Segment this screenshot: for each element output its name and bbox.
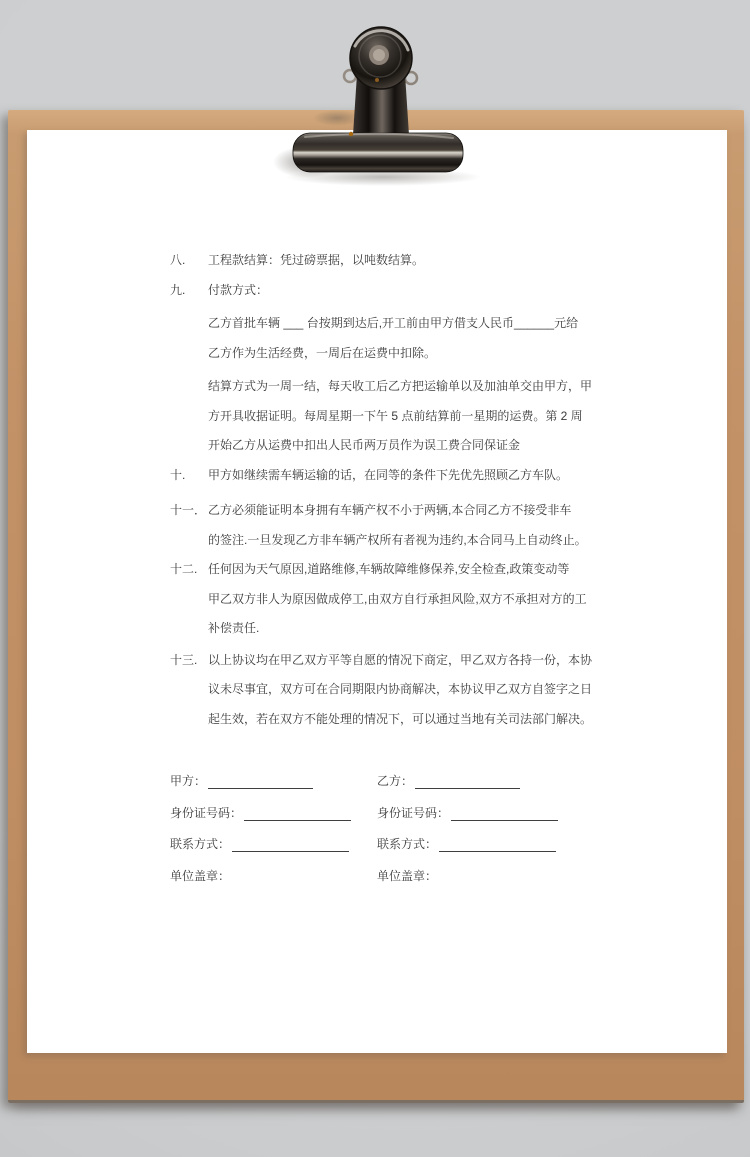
contract-paper [27, 130, 727, 1053]
binder-clip [265, 14, 495, 186]
party-a-label: 甲方： [170, 774, 207, 788]
party-b-label: 联系方式： [377, 837, 438, 851]
clause-text: 结算方式为一周一结，每天收工后乙方把运输单以及加油单交由甲方，甲 [208, 379, 593, 393]
clause-number: 十一． [170, 503, 207, 517]
clause-line [170, 555, 630, 585]
clause-line [170, 675, 630, 705]
signature-row [170, 775, 650, 789]
party-b-field [377, 772, 584, 789]
clause-line [170, 646, 630, 676]
clause-number [170, 402, 208, 432]
party-a-label: 联系方式： [170, 837, 231, 851]
party-a-blank-line [244, 807, 351, 821]
knob-hole-center [373, 49, 385, 61]
knob-amber-dot [375, 78, 379, 82]
clause-text: 补偿责任. [208, 621, 260, 635]
party-b-label: 身份证号码： [377, 805, 450, 820]
party-a-label: 单位盖章： [170, 868, 231, 883]
party-b-field [377, 804, 584, 821]
party-a-label: 身份证号码： [170, 805, 243, 820]
clause-number: 十二. [170, 562, 198, 576]
clause-text: 以上协议均在甲乙双方平等自愿的情况下商定，甲乙双方各持一份，本协 [208, 652, 593, 667]
clause-line [170, 705, 630, 735]
party-b-blank-line [415, 775, 520, 789]
party-b-label: 乙方： [377, 774, 414, 788]
clause-line [170, 526, 630, 556]
clause-number [170, 309, 208, 339]
clause-line [170, 585, 630, 615]
clause-number [170, 526, 208, 556]
clause-line [170, 276, 630, 306]
party-a-blank-line [208, 775, 313, 789]
clause-text: 乙方必须能证明本身拥有车辆产权不小于两辆,本合同乙方不接受非车 [208, 503, 572, 517]
clause-text: 起生效，若在双方不能处理的情况下，可以通过当地有关司法部门解决。 [208, 711, 593, 726]
party-a-field [170, 835, 377, 852]
clause-text: 工程款结算：凭过磅票据，以吨数结算。 [208, 253, 425, 267]
clause-text: 的签注.一旦发现乙方非车辆产权所有者视为违约,本合同马上自动终止。 [208, 532, 587, 547]
clause-number [170, 431, 208, 461]
neck-amber-dot [349, 132, 353, 136]
clause-number: 八. [170, 253, 186, 267]
signature-row [170, 838, 650, 852]
clause-line [170, 614, 630, 644]
clause-number [170, 339, 208, 369]
signature-row [170, 807, 650, 821]
signature-row [170, 870, 650, 884]
clause-line [170, 339, 630, 369]
party-a-blank-line [232, 838, 349, 852]
clause-text: 开始乙方从运费中扣出人民币两万员作为误工费合同保证金 [208, 438, 521, 452]
party-a-field [170, 804, 377, 821]
clause-number [170, 705, 208, 735]
clause-line [170, 461, 630, 491]
clause-line [170, 496, 630, 526]
clause-text: 甲乙双方非人为原因做成停工,由双方自行承担风险,双方不承担对方的工 [208, 591, 587, 606]
clip-bar [293, 133, 463, 172]
clause-line [170, 309, 630, 339]
party-b-blank-line [451, 807, 558, 821]
clause-line [170, 246, 630, 276]
clause-text: 方开具收据证明。每周星期一下午 5 点前结算前一星期的运费。第 2 周 [208, 408, 583, 423]
clause-line [170, 402, 630, 432]
clause-number: 十三. [170, 652, 198, 667]
clause-number [170, 372, 208, 402]
signature-block [170, 775, 650, 901]
clause-text: 付款方式： [208, 282, 269, 297]
clause-number [170, 585, 208, 615]
party-b-blank-line [439, 838, 556, 852]
clause-line [170, 431, 630, 461]
clause-text: 任何因为天气原因,道路维修,车辆故障维修保养,安全检查,政策变动等 [208, 562, 570, 576]
clause-text: 乙方首批车辆 ___ 台按期到达后,开工前由甲方借支人民币______元给 [208, 316, 579, 330]
party-a-field [170, 772, 377, 789]
clause-text: 甲方如继续需车辆运输的话，在同等的条件下先优先照顾乙方车队。 [208, 467, 569, 482]
party-a-field [170, 867, 377, 884]
document-lines [170, 246, 630, 734]
clause-number [170, 614, 208, 644]
party-b-field [377, 835, 584, 852]
clause-text: 乙方作为生活经费，一周后在运费中扣除。 [208, 345, 437, 360]
clause-number [170, 675, 208, 705]
party-b-label: 单位盖章： [377, 868, 438, 883]
clause-text: 议未尽事宜，双方可在合同期限内协商解决，本协议甲乙双方自签字之日 [208, 682, 593, 696]
clause-line [170, 372, 630, 402]
clause-number: 十. [170, 467, 186, 482]
clause-number: 九. [170, 282, 186, 297]
party-b-field [377, 867, 584, 884]
